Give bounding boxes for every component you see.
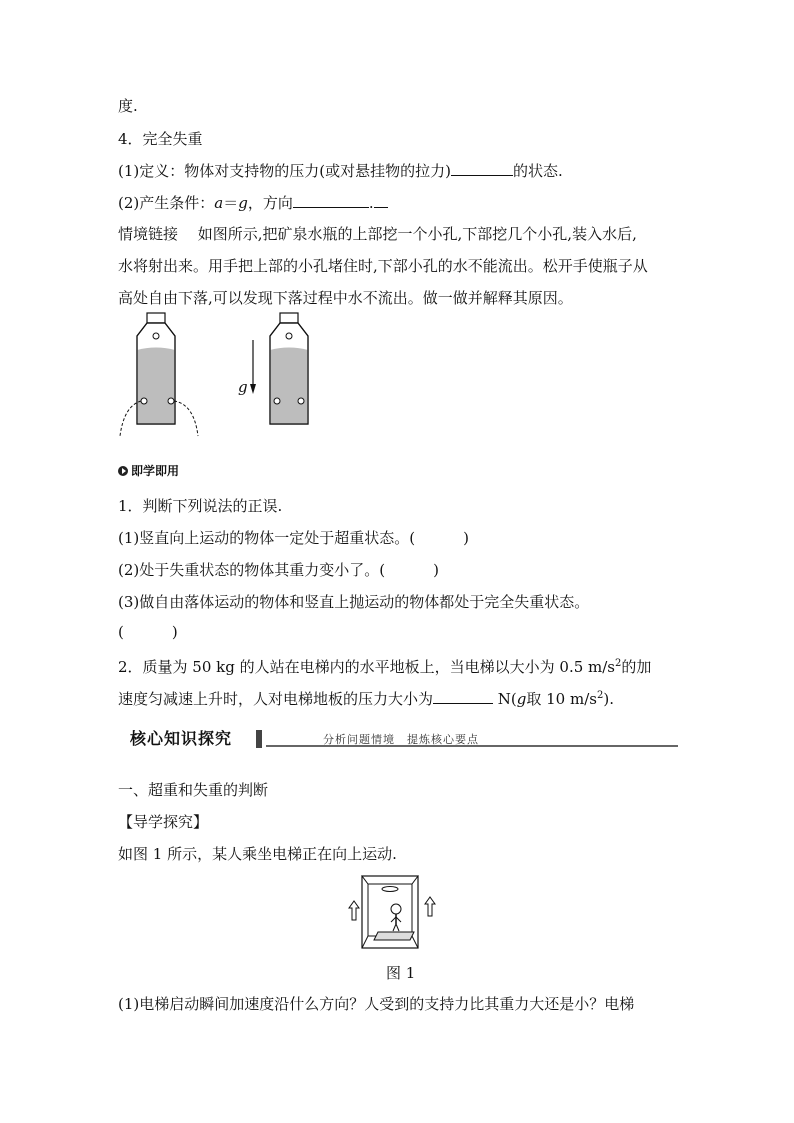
- bottle-right: [270, 313, 308, 424]
- condition-line: (2)产生条件：a＝g，方向 .: [118, 192, 388, 213]
- practice-q1a: (1)竖直向上运动的物体一定处于超重状态。( ): [118, 529, 469, 547]
- up-arrow-icon: [425, 897, 435, 916]
- section-title-complete-weightlessness: 4．完全失重: [118, 130, 203, 148]
- force-blank: [433, 688, 493, 704]
- banner-title: 核心知识探究: [130, 729, 233, 748]
- continued-text: 度.: [118, 97, 138, 115]
- scenario-line-3: 高处自由下落,可以发现下落过程中水不流出。做一做并解释其原因。: [118, 289, 573, 307]
- definition-line: (1)定义：物体对支持物的压力(或对悬挂物的拉力) 的状态.: [118, 162, 563, 180]
- practice-q1b: (2)处于失重状态的物体其重力变小了。( ): [118, 561, 439, 579]
- explore-heading: 一、超重和失重的判断: [118, 781, 269, 799]
- scenario-line-2: 水将射出来。用手把上部的小孔堵住时,下部小孔的水不能流出。松开手使瓶子从: [118, 257, 648, 275]
- bottle-left: [120, 313, 198, 436]
- bottle-figure: [110, 310, 340, 440]
- explore-q1: (1)电梯启动瞬间加速度沿什么方向？人受到的支持力比其重力大还是小？电梯: [118, 995, 635, 1013]
- scenario-line-1: 情境链接 如图所示,把矿泉水瓶的上部挖一个小孔,下部挖几个小孔,装入水后,: [118, 225, 637, 243]
- figure-caption: 图 1: [386, 964, 416, 982]
- definition-blank: [451, 160, 513, 176]
- section-banner: [118, 728, 678, 750]
- practice-q2-line2: 速度匀减速上升时，人对电梯地板的压力大小为 N(g取 10 $m/s^2$).: [118, 690, 614, 708]
- gravity-label: g: [238, 378, 248, 396]
- practice-q2-line1: 2．质量为 50 kg 的人站在电梯内的水平地板上，当电梯以大小为 0.5 $m/s^2$的加: [118, 658, 652, 676]
- explore-intro: 如图 1 所示，某人乘坐电梯正在向上运动.: [118, 845, 397, 863]
- banner-subtitle: 分析问题情境 提炼核心要点: [323, 733, 479, 746]
- play-icon: [118, 466, 128, 476]
- practice-q1: 1．判断下列说法的正误.: [118, 497, 283, 515]
- up-arrow-icon: [349, 901, 359, 920]
- gravity-arrow: [250, 340, 256, 394]
- direction-blank: [293, 192, 369, 208]
- practice-q1c-paren: ( ): [118, 623, 178, 641]
- guided-tag: 【导学探究】: [118, 813, 209, 831]
- practice-heading: 即学即用: [118, 462, 179, 479]
- practice-q1c: (3)做自由落体运动的物体和竖直上抛运动的物体都处于完全失重状态。: [118, 593, 590, 611]
- elevator-figure: [340, 868, 440, 958]
